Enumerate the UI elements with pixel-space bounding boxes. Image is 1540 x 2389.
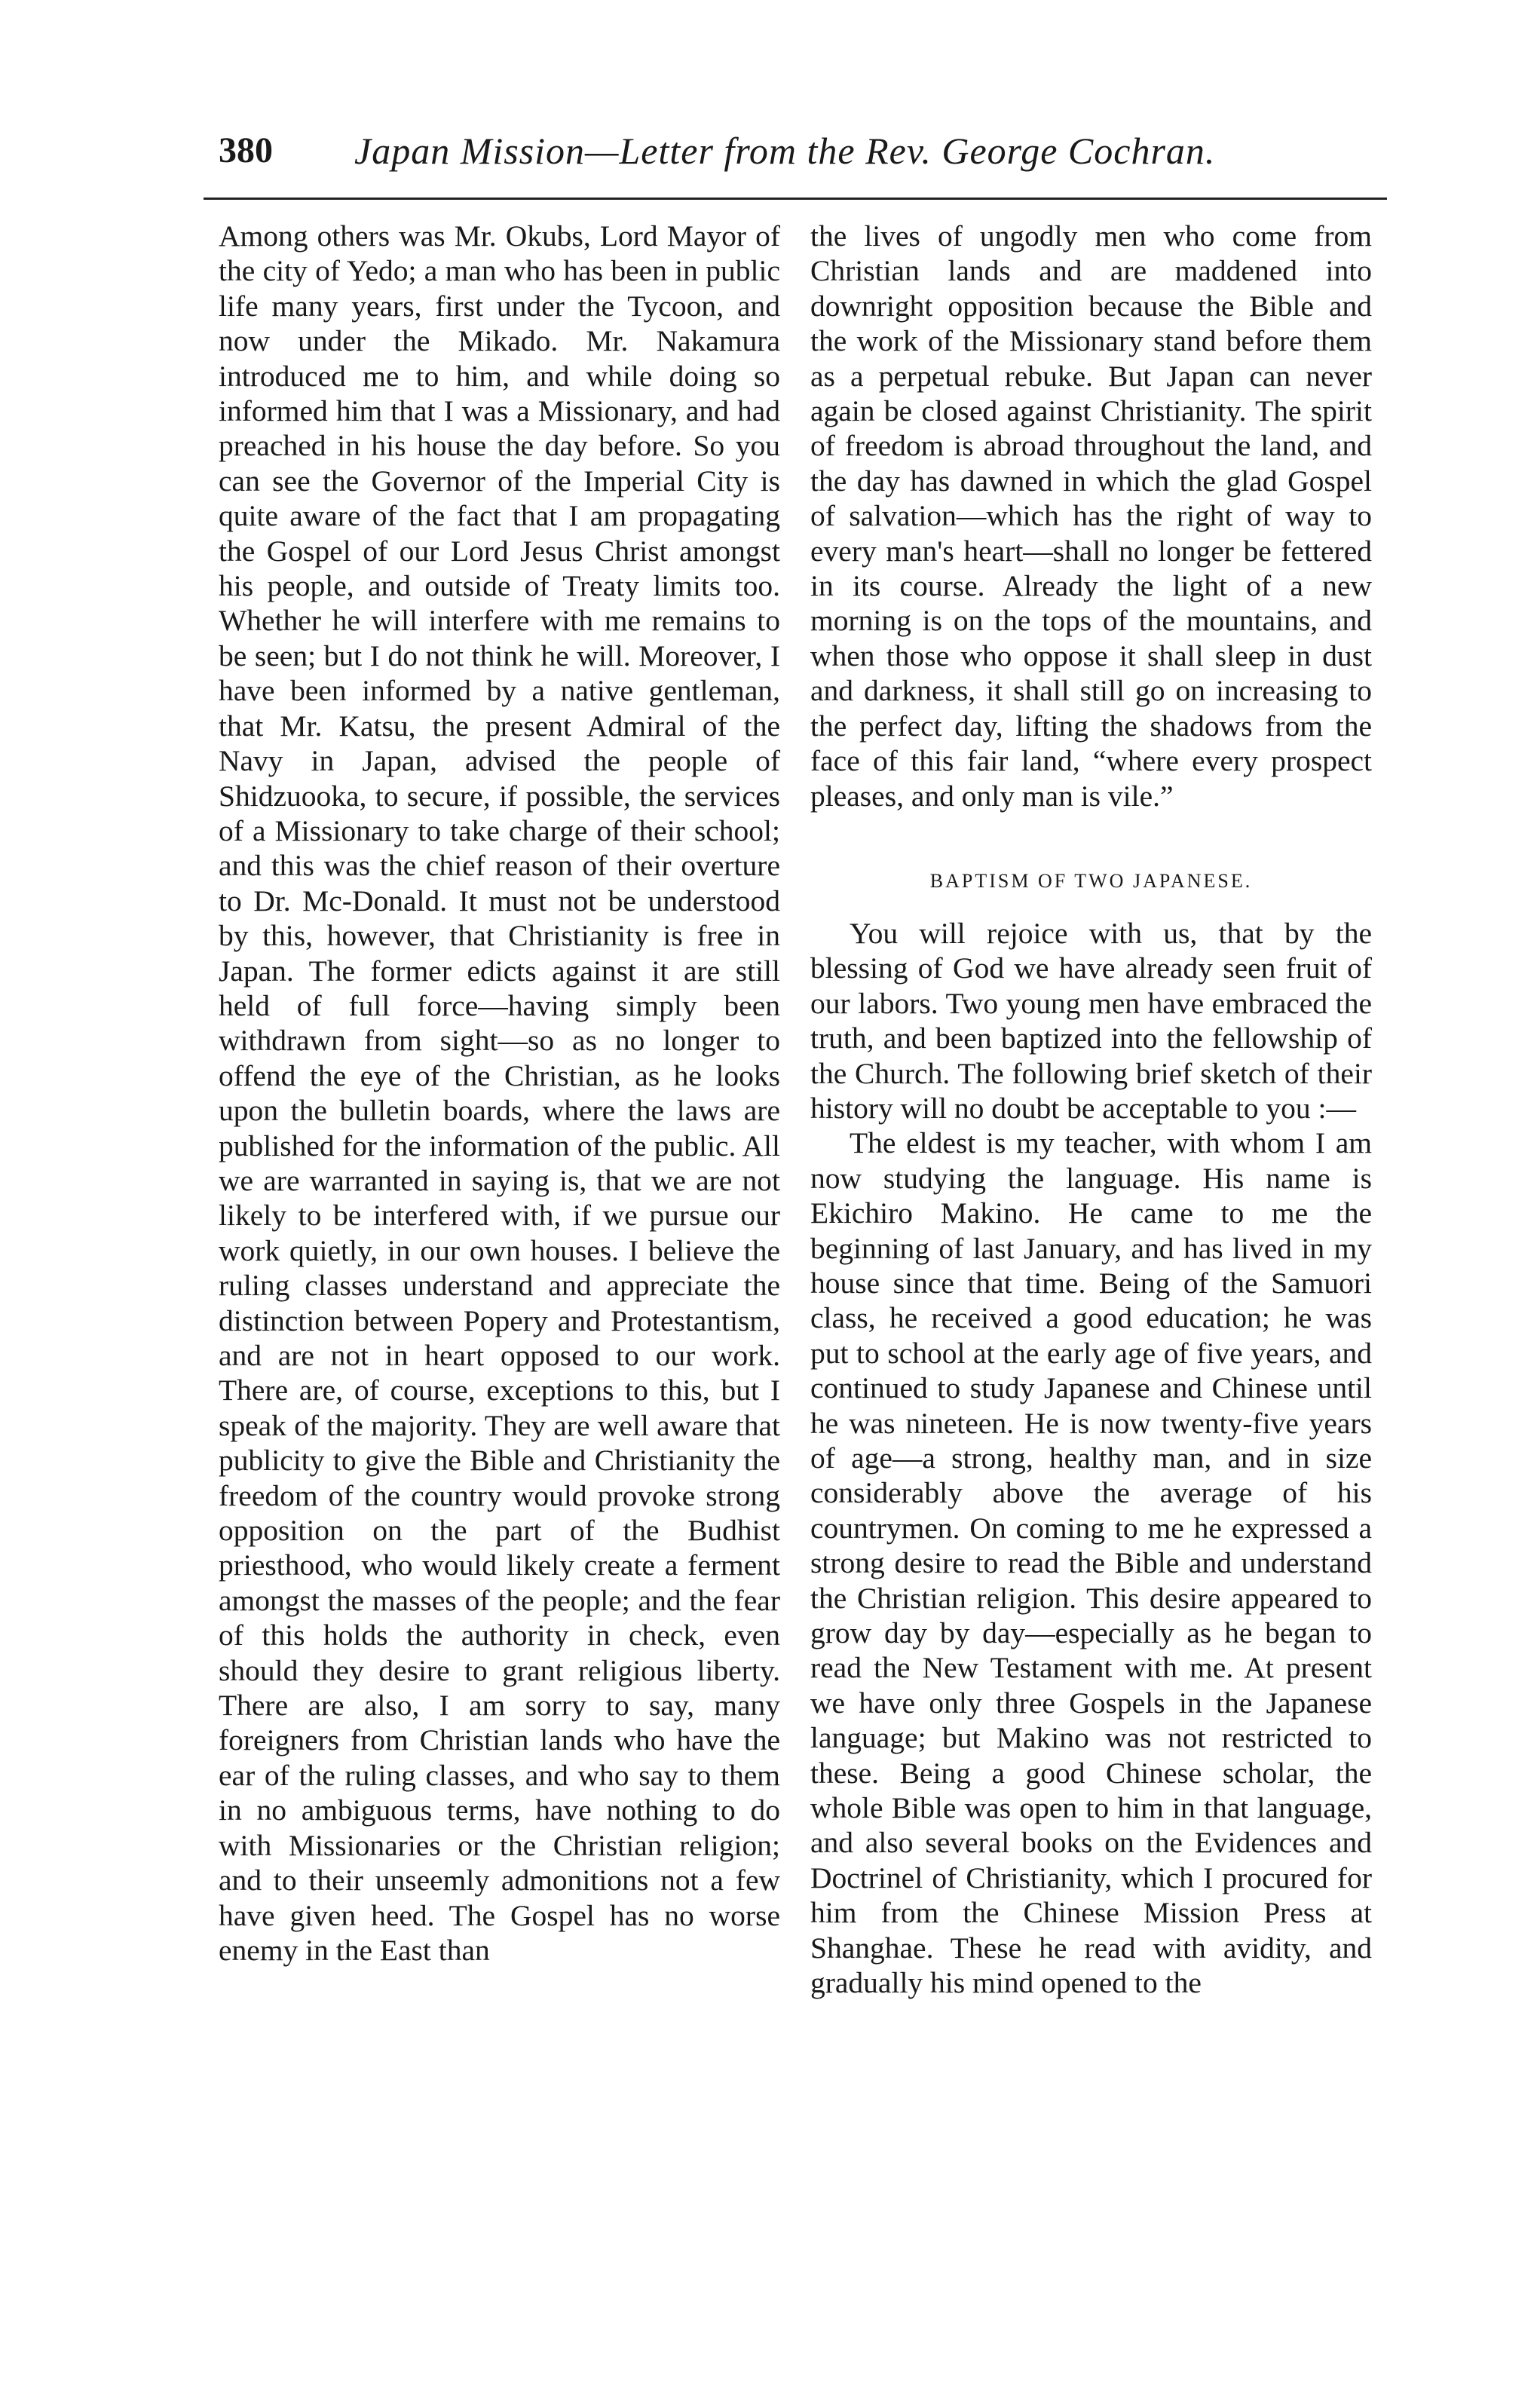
right-column bbox=[810, 219, 1372, 2001]
header-rule bbox=[204, 198, 1387, 200]
running-title: Japan Mission—Letter from the Rev. George Cochran. bbox=[354, 130, 1216, 172]
page-number: 380 bbox=[219, 130, 273, 170]
section-heading: BAPTISM OF TWO JAPANESE. bbox=[929, 869, 1253, 892]
right-column-paragraph-2: The eldest is my teacher, with whom I am now studying the language. His name is Ekichiro Makino. He came to me the beginning of last January, and has lived in my house since that time. Being of the Samuori class, he received a good education; he was put to school at the early age of five years, and continued to study Japanese and Chinese until he was nineteen. He is now twenty-five years of age—a strong, healthy man, and in size considerably above the average of his countrymen. On coming to me he expressed a strong desire to read the Bible and understand the Christian religion. This desire appeared to grow day by day—especially as he began to read the New Testament with me. At present we have only three Gospels in the Japanese language; but Makino was not restricted to these. Being a good Chinese scholar, the whole Bible was open to him in that language, and also several books on the Evidences and Doctrinel of Christianity, which I procured for him from the Chinese Mission Press at Shanghae. These he read with avidity, and gradually his mind opened to the bbox=[810, 1126, 1372, 2000]
left-column-paragraph: Among others was Mr. Okubs, Lord Mayor of the city of Yedo; a man who has been in public life many years, first under the Tycoon, and now under the Mikado. Mr. Nakamura introduced me to him, and while doing so informed him that I was a Missionary, and had preached in his house the day before. So you can see the Governor of the Imperial City is quite aware of the fact that I am propagating the Gospel of our Lord Jesus Christ amongst his people, and outside of Treaty limits too. Whether he will interfere with me remains to be seen; but I do not think he will. Moreover, I have been informed by a native gentleman, that Mr. Katsu, the present Admiral of the Navy in Japan, advised the people of Shidzuooka, to secure, if possible, the services of a Missionary to take charge of their school; and this was the chief reason of their overture to Dr. Mc-Donald. It must not be understood by this, however, that Christianity is free in Japan. The former edicts against it are still held of full force—having simply been withdrawn from sight—so as no longer to offend the eye of the Christian, as he looks upon the bulletin boards, where the laws are published for the information of the public. All we are warranted in saying is, that we are not likely to be interfered with, if we pursue our work quietly, in our own houses. I believe the ruling classes understand and appreciate the distinction between Popery and Protestantism, and are not in heart opposed to our work. There are, of course, exceptions to this, but I speak of the majority. They are well aware that publicity to give the Bible and Christianity the freedom of the country would provoke strong opposition on the part of the Budhist priesthood, who would likely create a ferment amongst the masses of the people; and the fear of this holds the authority in check, even should they desire to grant religious liberty. There are also, I am sorry to say, many foreigners from Christian lands who have the ear of the ruling classes, and who say to them in no ambiguous terms, have nothing to do with Missionaries or the Christian religion; and to their unseemly admonitions not a few have given heed. The Gospel has no worse enemy in the East than bbox=[219, 219, 780, 1967]
right-column-continuation: the lives of ungodly men who come from Christian lands and are maddened into downright opposition because the Bible and the work of the Missionary stand before them as a perpetual rebuke. But Japan can never again be closed against Christianity. The spirit of freedom is abroad throughout the land, and the day has dawned in which the glad Gospel of salvation—which has the right of way to every man's heart—shall no longer be fettered in its course. Already the light of a new morning is on the tops of the mountains, and when those who oppose it shall sleep in dust and darkness, it shall still go on increasing to the perfect day, lifting the shadows from the face of this fair land, “where every prospect pleases, and only man is vile.” bbox=[810, 219, 1372, 813]
left-column bbox=[219, 219, 780, 1968]
right-column-paragraph-1: You will rejoice with us, that by the blessing of God we have already seen fruit of our labors. Two young men have embraced the truth, and been baptized into the fellowship of the Church. The following brief sketch of their history will no doubt be acceptable to you :— bbox=[810, 916, 1372, 1125]
page-header bbox=[219, 127, 1395, 187]
